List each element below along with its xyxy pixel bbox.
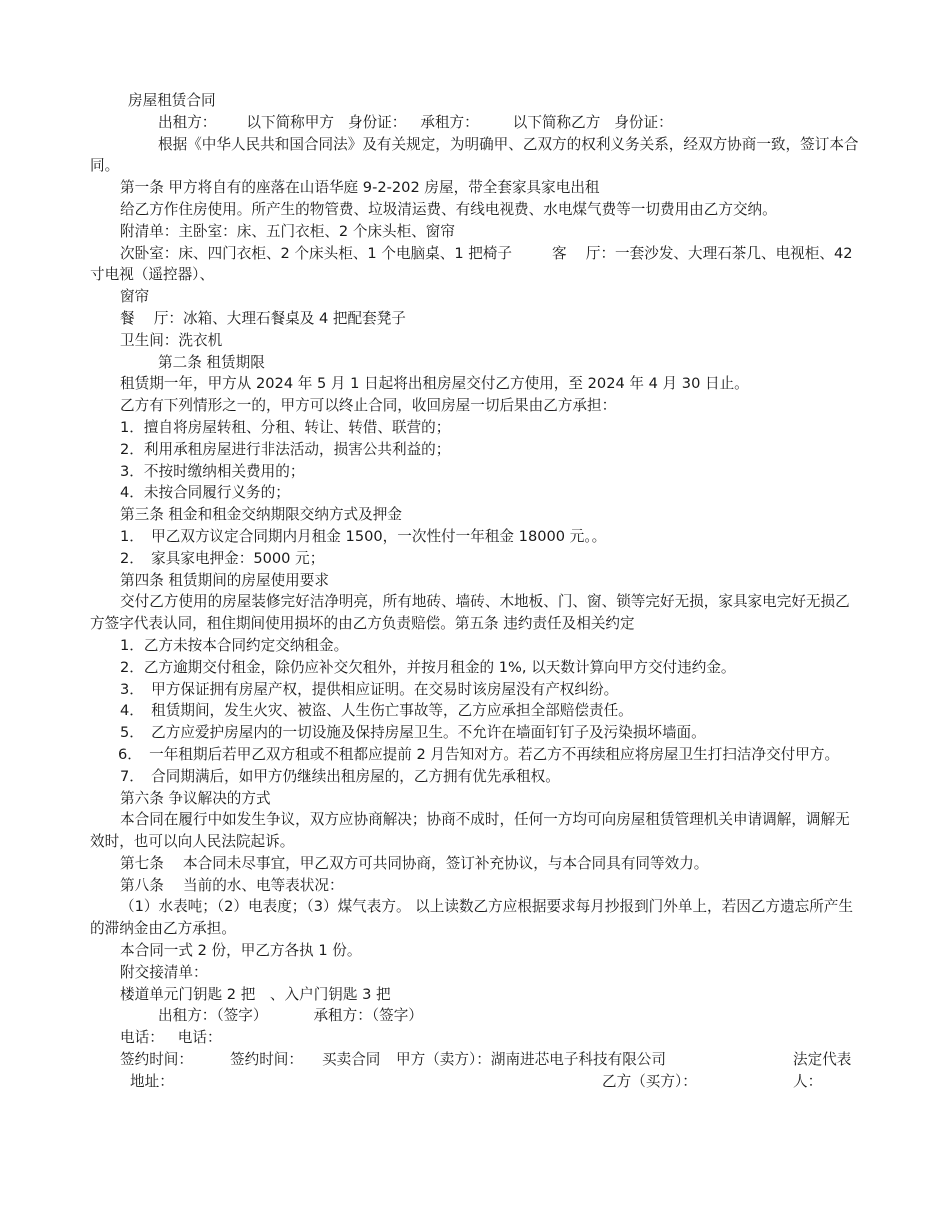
closing-block [90, 1049, 862, 1093]
article-2-term: 租赁期一年，甲方从 2024 年 5 月 1 日起将出租房屋交付乙方使用，至 2024 年 4 月 30 日止。 [120, 375, 749, 393]
sign-date-b: 签约时间： [230, 1051, 303, 1069]
contract-page [90, 90, 862, 1093]
article-5-item: 1．乙方未按本合同约定交纳租金。 [120, 636, 349, 654]
article-2-item: 4．未按合同履行义务的； [120, 484, 290, 502]
article-2-item: 2．利用承租房屋进行非法活动，损害公共利益的； [120, 440, 451, 458]
article-1-line-b: 给乙方作住房使用。所产生的物管费、垃圾清运费、有线电视费、水电煤气费等一切费用由乙方交纳。 [120, 200, 777, 218]
copies-clause: 本合同一式 2 份，甲乙方各执 1 份。 [120, 942, 362, 960]
inventory-second-bedroom-living [90, 243, 862, 287]
inventory-bathroom: 卫生间：洗衣机 [120, 331, 223, 349]
article-5-item: 3． 甲方保证拥有房屋产权，提供相应证明。在交易时该房屋没有产权纠纷。 [120, 680, 619, 698]
article-6-title: 第六条 争议解决的方式 [120, 789, 271, 807]
article-2-item: 1．擅自将房屋转租、分租、转让、转借、联营的； [120, 418, 451, 436]
inventory-master-bedroom: 附清单：主卧室：床、五门衣柜、2 个床头柜、窗帘 [120, 222, 455, 240]
lessor-id-label: 身份证： [347, 113, 407, 131]
phone-label-a: 电话： [120, 1029, 164, 1047]
inventory-curtains: 窗帘 [120, 288, 150, 306]
article-8-body: （1）水表吨；（2）电表度；（3）煤气表方。 以上读数乙方应根据要求每月抄报到门外单上，若因乙方遗忘所产生的滞纳金由乙方承担。 [90, 898, 853, 938]
article-2-item: 3．不按时缴纳相关费用的； [120, 462, 305, 480]
article-3-item: 1． 甲乙双方议定合同期内月租金 1500，一次性付一年租金 18000 元。。 [120, 527, 607, 545]
article-4-body: 交付乙方使用的房屋装修完好洁净明亮，所有地砖、墙砖、木地板、门、窗、锁等完好无损，家具家电完好无损乙方签字代表认同，租住期间使用损坏的由乙方负责赔偿。第五条 违约责任及相关约定 [90, 593, 850, 633]
handover-title: 附交接清单： [120, 963, 208, 981]
lessee-label: 承租方： [420, 113, 479, 131]
sale-party-b: 乙方（买方）： [602, 1073, 697, 1091]
article-5-item: 4． 租赁期间，发生火灾、被盗、人生伤亡事故等，乙方应承担全部赔偿责任。 [120, 702, 633, 720]
article-4-title: 第四条 租赁期间的房屋使用要求 [120, 571, 329, 589]
sign-date-a: 签约时间： [120, 1051, 193, 1069]
lessor-label: 出租方： [158, 113, 217, 131]
article-3-title: 第三条 租金和租金交纳期限交纳方式及押金 [120, 506, 402, 524]
phone-label-b: 电话： [177, 1029, 222, 1047]
handover-keys: 楼道单元门钥匙 2 把 、入户门钥匙 3 把 [120, 985, 391, 1003]
legal-representative: 法定代表人： [793, 1051, 852, 1090]
inventory-second-bedroom: 次卧室：床、四门衣柜、2 个床头柜、1 个电脑桌、1 把椅子 [120, 244, 513, 262]
lessee-signature: 承租方：（签字） [313, 1007, 423, 1025]
article-3-item: 2． 家具家电押金：5000 元； [120, 549, 325, 567]
lessor-alias: 以下简称甲方 [246, 113, 334, 131]
lessee-alias: 以下简称乙方 [512, 113, 601, 131]
sale-party-a: 甲方（卖方）：湖南进芯电子科技有限公司 [396, 1051, 666, 1069]
article-8-title: 第八条 当前的水、电等表状况： [120, 876, 344, 894]
parties-line [90, 112, 862, 134]
article-5-item: 2．乙方逾期交付租金，除仍应补交欠租外，并按月租金的 1%, 以天数计算向甲方交付违约金。 [120, 658, 736, 676]
address-label: 地址： [130, 1073, 174, 1091]
lessee-id-label: 身份证： [614, 113, 673, 131]
inventory-dining-room: 餐 厅：冰箱、大理石餐桌及 4 把配套凳子 [120, 309, 406, 327]
article-5-item: 6． 一年租期后若甲乙双方租或不租都应提前 2 月告知对方。若乙方不再续租应将房屋卫生打扫洁净交付甲方。 [118, 745, 840, 763]
lessor-signature: 出租方：（签字） [158, 1007, 268, 1025]
signature-line [90, 1005, 862, 1027]
article-7: 第七条 本合同未尽事宜，甲乙双方可共同协商，签订补充协议，与本合同具有同等效力。 [120, 854, 709, 872]
article-2-title: 第二条 租赁期限 [158, 353, 265, 371]
article-5-item: 7． 合同期满后，如甲方仍继续出租房屋的，乙方拥有优先承租权。 [120, 767, 560, 785]
article-1-line-a: 第一条 甲方将自有的座落在山语华庭 9-2-202 房屋，带全套家具家电出租 [120, 179, 600, 197]
inventory-living-room: 客 厅：一套沙发、大理石茶几、电视柜、42 寸电视（遥控器）、 [90, 244, 853, 284]
preamble: 根据《中华人民共和国合同法》及有关规定，为明确甲、乙双方的权利义务关系，经双方协商一致，签订本合同。 [90, 135, 859, 175]
article-2-intro: 乙方有下列情形之一的，甲方可以终止合同，收回房屋一切后果由乙方承担： [120, 397, 617, 415]
document-title: 房屋租赁合同 [128, 92, 216, 109]
article-6-body: 本合同在履行中如发生争议，双方应协商解决；协商不成时，任何一方均可向房屋租赁管理机关申请调解，调解无效时，也可以向人民法院起诉。 [90, 811, 850, 851]
phone-line [90, 1027, 862, 1049]
sale-contract-title: 买卖合同 [322, 1051, 381, 1069]
article-5-item: 5． 乙方应爱护房屋内的一切设施及保持房屋卫生。不允许在墙面钉钉子及污染损坏墙面。 [120, 724, 706, 742]
